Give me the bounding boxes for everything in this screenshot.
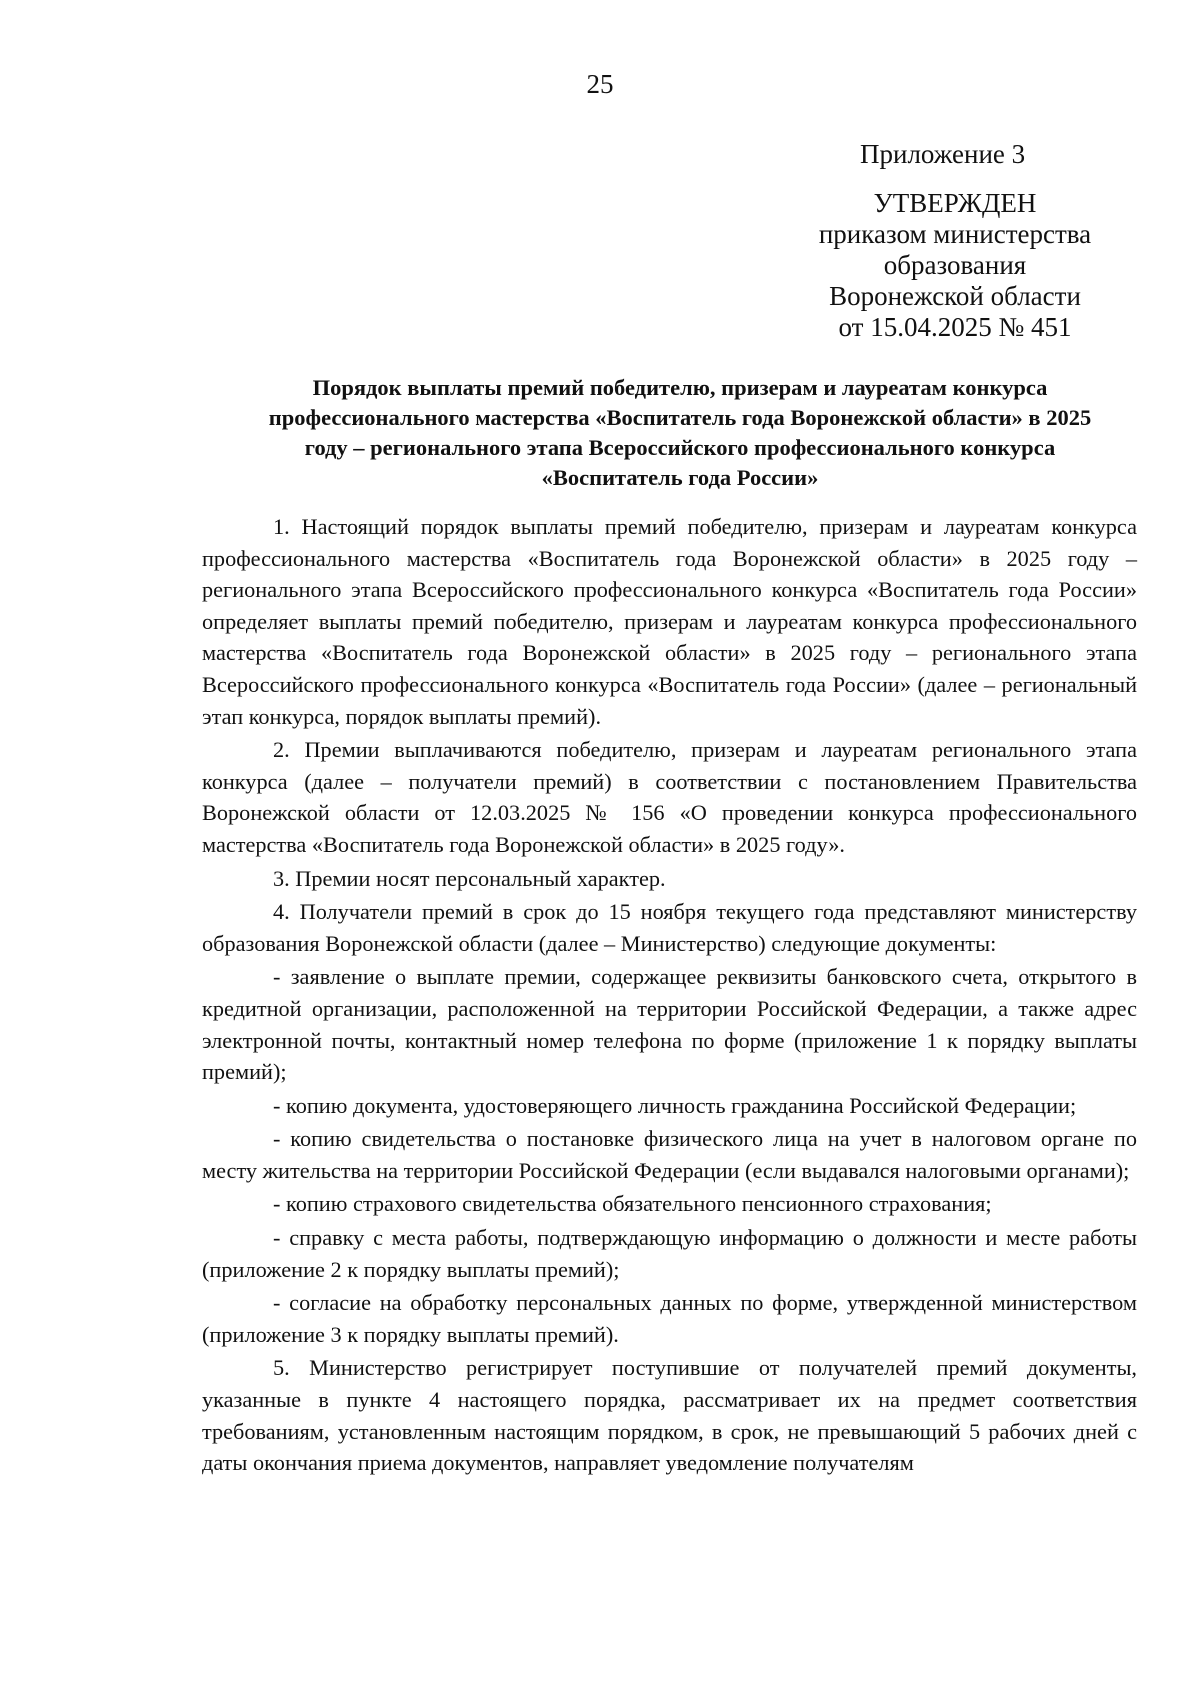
paragraph-4: 4. Получатели премий в срок до 15 ноября текущего года представляют министерству образования Воронежской области (далее – Министерство) следующие документы: bbox=[202, 899, 1137, 956]
paragraph-2: 2. Премии выплачиваются победителю, призерам и лауреатам регионального этапа конкурса (далее – получатели премий) в соответствии с постановлением Правительства Воронежской области от 12.03.2025 № 156 «О проведении конкурса профессионального мастерства «Воспитатель года Воронежской области» в 2025 году». bbox=[202, 737, 1137, 857]
paragraph-3: 3. Премии носят персональный характер. bbox=[273, 865, 666, 891]
approval-line: образования bbox=[883, 250, 1027, 280]
title-line: «Воспитатель года России» bbox=[541, 465, 819, 490]
page-number: 25 bbox=[586, 69, 614, 99]
approval-line: Воронежской области bbox=[829, 281, 1081, 311]
title-line: году – регионального этапа Всероссийского профессионального конкурса bbox=[304, 435, 1056, 460]
approval-date-number: от 15.04.2025 № 451 bbox=[838, 312, 1072, 342]
list-item-application: - заявление о выплате премии, содержащее реквизиты банковского счета, открытого в кредитной организации, расположенной на территории Российской Федерации, а также адрес электронной почты, контактный номер телефона по форме (приложение 1 к порядку выплаты премий); bbox=[202, 964, 1137, 1085]
list-item-employment-reference: - справку с места работы, подтверждающую информацию о должности и месте работы (приложение 2 к порядку выплаты премий); bbox=[202, 1225, 1137, 1282]
appendix-label: Приложение 3 bbox=[860, 139, 1026, 169]
paragraph-1: 1. Настоящий порядок выплаты премий победителю, призерам и лауреатам конкурса профессионального мастерства «Воспитатель года Воронежской области» в 2025 году – регионального этапа Всероссийского профессионального конкурса «Воспитатель года России» определяет выплаты премий победителю, призерам и лауреатам конкурса профессионального мастерства «Воспитатель года Воронежской области» в 2025 году – регионального этапа Всероссийского профессионального конкурса «Воспитатель года России» (далее – региональный этап конкурса, порядок выплаты премий). bbox=[202, 514, 1137, 729]
document-title bbox=[200, 373, 1160, 493]
approval-stamp-block bbox=[790, 188, 1120, 343]
list-item-tax-certificate: - копию свидетельства о постановке физического лица на учет в налоговом органе по месту жительства на территории Российской Федерации (если выдавался налоговыми органами); bbox=[202, 1126, 1137, 1183]
approval-line: приказом министерства bbox=[818, 219, 1092, 249]
approval-heading: УТВЕРЖДЕН bbox=[873, 188, 1037, 218]
list-item-passport-copy: - копию документа, удостоверяющего личность гражданина Российской Федерации; bbox=[273, 1092, 1077, 1118]
document-body bbox=[202, 511, 1137, 1481]
paragraph-5: 5. Министерство регистрирует поступившие от получателей премий документы, указанные в пункте 4 настоящего порядка, рассматривает их на предмет соответствия требованиям, установленным настоящим порядком, в срок, не превышающий 5 рабочих дней с даты окончания приема документов, направляет уведомление получателям bbox=[202, 1355, 1137, 1476]
title-line: профессионального мастерства «Воспитатель года Воронежской области» в 2025 bbox=[268, 405, 1092, 430]
title-line: Порядок выплаты премий победителю, призерам и лауреатам конкурса bbox=[312, 375, 1048, 400]
list-item-data-consent: - согласие на обработку персональных данных по форме, утвержденной министерством (приложение 3 к порядку выплаты премий). bbox=[202, 1290, 1137, 1347]
list-item-pension-certificate: - копию страхового свидетельства обязательного пенсионного страхования; bbox=[273, 1191, 992, 1217]
